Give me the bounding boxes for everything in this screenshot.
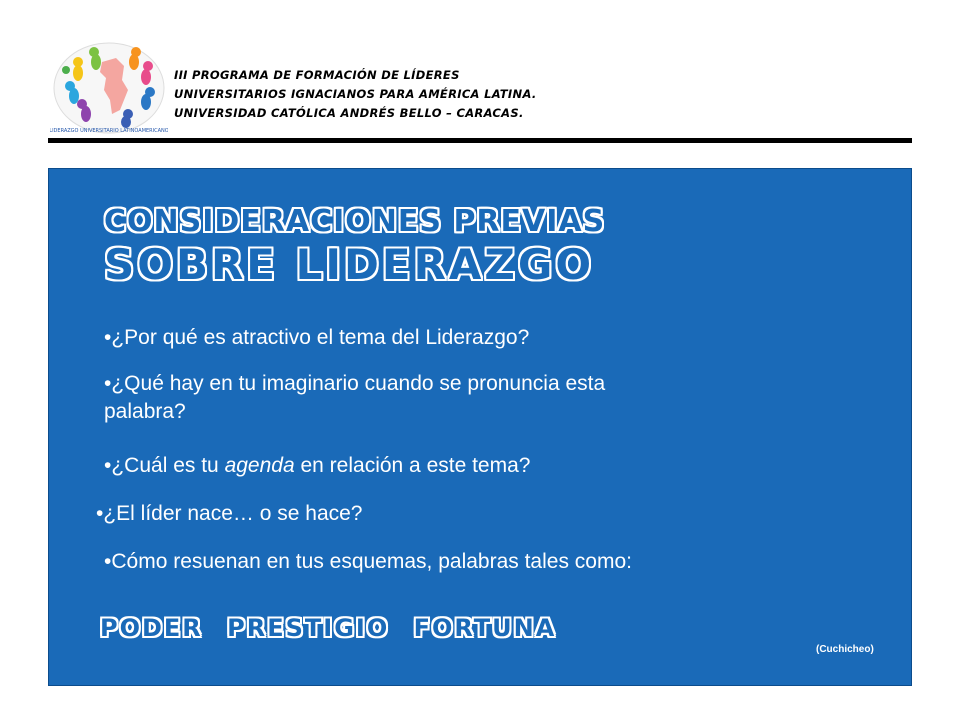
- header-line-3: UNIVERSIDAD CATÓLICA ANDRÉS BELLO – CARACAS.: [174, 106, 524, 120]
- bullet-4: •¿El líder nace… o se hace?: [96, 502, 363, 525]
- bullet-3-suffix: en relación a este tema?: [294, 454, 531, 477]
- svg-text:LIDERAZGO UNIVERSITARIO LATINO: LIDERAZGO UNIVERSITARIO LATINOAMERICANO: [50, 128, 168, 134]
- slide-title-line-2: SOBRE LIDERAZGO: [104, 240, 595, 289]
- slide-title-line-1: CONSIDERACIONES PREVIAS: [104, 204, 606, 239]
- bullet-3-emphasis: agenda: [224, 454, 295, 477]
- header-divider: [48, 138, 912, 143]
- bullet-5: •Cómo resuenan en tus esquemas, palabras tales como:: [104, 550, 632, 573]
- activity-note: (Cuchicheo): [816, 644, 874, 655]
- bullet-3-prefix: •¿Cuál es tu: [104, 454, 225, 477]
- bullet-1: •¿Por qué es atractivo el tema del Liderazgo?: [104, 326, 530, 349]
- header-line-2: UNIVERSITARIOS IGNACIANOS PARA AMÉRICA LATINA.: [174, 87, 537, 101]
- word-fortuna: FORTUNA: [413, 614, 557, 642]
- program-header: [174, 66, 537, 123]
- key-words: [100, 614, 570, 642]
- header-line-1: III PROGRAMA DE FORMACIÓN DE LÍDERES: [174, 68, 460, 82]
- bullet-2: •¿Qué hay en tu imaginario cuando se pronuncia esta palabra?: [104, 372, 606, 423]
- word-poder: PODER: [100, 614, 203, 642]
- bullet-3: [104, 452, 704, 480]
- program-logo: [50, 40, 168, 136]
- word-prestigio: PRESTIGIO: [227, 614, 390, 642]
